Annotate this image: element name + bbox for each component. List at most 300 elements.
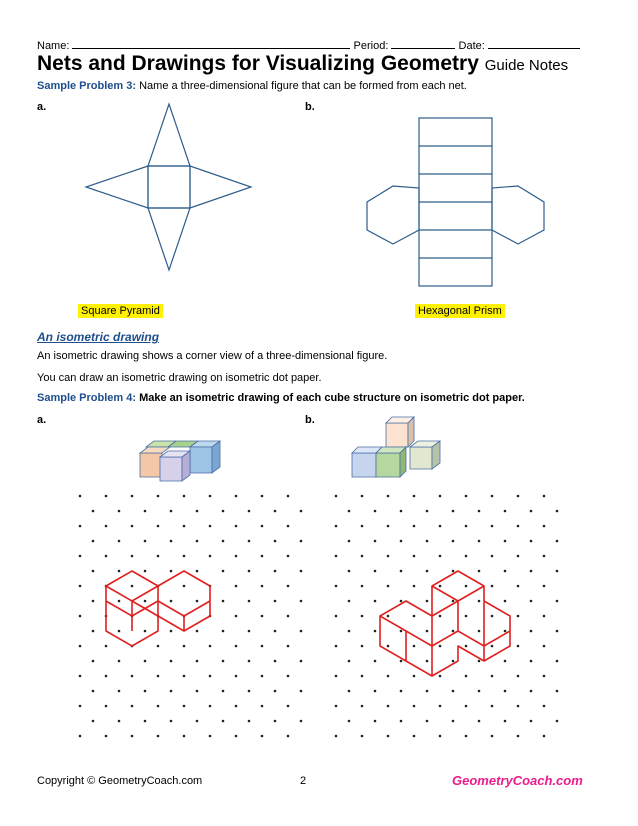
grid-dot (157, 525, 160, 528)
grid-dot (183, 585, 186, 588)
grid-dot (465, 735, 468, 738)
isometric-line1: An isometric drawing shows a corner view of a three-dimensional figure. (37, 350, 388, 362)
grid-dot (400, 540, 403, 543)
grid-dot (413, 555, 416, 558)
grid-dot (413, 525, 416, 528)
grid-dot (465, 675, 468, 678)
grid-dot (348, 660, 351, 663)
grid-dot (348, 600, 351, 603)
grid-dot (491, 585, 494, 588)
grid-dot (92, 600, 95, 603)
grid-dot (478, 510, 481, 513)
grid-dot (439, 495, 442, 498)
problem4-label: Sample Problem 4: (37, 392, 137, 404)
grid-dot (374, 630, 377, 633)
grid-dot (465, 585, 468, 588)
grid-dot (439, 525, 442, 528)
grid-dot (79, 705, 82, 708)
grid-dot (79, 675, 82, 678)
grid-dot (170, 660, 173, 663)
grid-dot (118, 660, 121, 663)
grid-dot (131, 585, 134, 588)
grid-dot (209, 735, 212, 738)
grid-dot (274, 690, 277, 693)
grid-dot (374, 660, 377, 663)
answer-b: Hexagonal Prism (415, 304, 505, 318)
cube-structure-b (348, 413, 448, 485)
grid-dot (209, 555, 212, 558)
grid-dot (400, 600, 403, 603)
grid-dot (131, 735, 134, 738)
grid-dot (335, 495, 338, 498)
grid-dot (465, 525, 468, 528)
grid-dot (374, 720, 377, 723)
net-triangle-left (86, 166, 148, 208)
grid-dot (504, 540, 507, 543)
grid-dot (413, 675, 416, 678)
grid-dot (105, 675, 108, 678)
grid-dot (92, 720, 95, 723)
grid-dot (235, 705, 238, 708)
grid-dot (196, 540, 199, 543)
grid-dot (387, 585, 390, 588)
grid-dot (517, 615, 520, 618)
grid-dot (439, 555, 442, 558)
grid-dot (157, 705, 160, 708)
grid-dot (79, 555, 82, 558)
page-title (37, 52, 568, 76)
grid-dot (196, 510, 199, 513)
grid-dot (222, 570, 225, 573)
grid-dot (426, 540, 429, 543)
grid-dot (118, 720, 121, 723)
grid-dot (452, 510, 455, 513)
grid-dot (105, 735, 108, 738)
grid-dot (374, 510, 377, 513)
grid-dot (335, 585, 338, 588)
grid-dot (387, 615, 390, 618)
grid-dot (157, 555, 160, 558)
grid-dot (144, 510, 147, 513)
grid-dot (196, 570, 199, 573)
problem3-prompt (37, 80, 467, 92)
grid-dot (118, 540, 121, 543)
grid-dot (261, 705, 264, 708)
grid-dot (465, 615, 468, 618)
grid-dot (274, 630, 277, 633)
grid-dot (491, 735, 494, 738)
grid-dot (335, 615, 338, 618)
grid-dot (92, 570, 95, 573)
grid-dot (517, 675, 520, 678)
grid-dot (170, 570, 173, 573)
grid-dot (556, 690, 559, 693)
grid-dot (387, 495, 390, 498)
grid-dot (543, 705, 546, 708)
grid-dot (92, 540, 95, 543)
date-blank[interactable] (488, 38, 580, 49)
grid-dot (170, 720, 173, 723)
grid-dot (543, 735, 546, 738)
grid-dot (222, 690, 225, 693)
grid-dot (491, 645, 494, 648)
grid-dot (478, 540, 481, 543)
grid-dot (478, 720, 481, 723)
grid-dot (183, 705, 186, 708)
grid-dot (517, 735, 520, 738)
grid-dot (504, 630, 507, 633)
grid-dot (261, 735, 264, 738)
grid-dot (300, 630, 303, 633)
grid-dot (105, 645, 108, 648)
grid-dot (530, 690, 533, 693)
grid-dot (504, 690, 507, 693)
grid-dot (478, 660, 481, 663)
grid-dot (439, 645, 442, 648)
grid-dot (452, 570, 455, 573)
grid-dot (300, 720, 303, 723)
grid-dot (274, 600, 277, 603)
grid-dot (400, 660, 403, 663)
grid-dot (504, 510, 507, 513)
grid-dot (543, 675, 546, 678)
grid-dot (131, 705, 134, 708)
grid-dot (413, 495, 416, 498)
grid-dot (530, 720, 533, 723)
grid-dot (348, 630, 351, 633)
grid-dot (261, 645, 264, 648)
grid-dot (400, 570, 403, 573)
grid-dot (157, 495, 160, 498)
grid-dot (491, 615, 494, 618)
grid-dot (105, 705, 108, 708)
grid-dot (400, 720, 403, 723)
grid-dot (209, 705, 212, 708)
grid-dot (79, 615, 82, 618)
isometric-heading: An isometric drawing (37, 330, 160, 344)
grid-dot (335, 555, 338, 558)
date-label: Date: (458, 40, 485, 52)
grid-dot (261, 555, 264, 558)
net-hexagon-left (367, 186, 419, 244)
grid-dot (235, 675, 238, 678)
grid-dot (374, 540, 377, 543)
grid-dot (556, 540, 559, 543)
grid-dot (426, 690, 429, 693)
grid-dot (144, 600, 147, 603)
grid-dot (222, 630, 225, 633)
grid-dot (222, 660, 225, 663)
grid-dot (543, 495, 546, 498)
grid-dot (209, 645, 212, 648)
grid-dot (452, 600, 455, 603)
grid-dot (504, 570, 507, 573)
grid-dot (248, 510, 251, 513)
grid-dot (556, 600, 559, 603)
grid-dot (287, 555, 290, 558)
student-header (37, 38, 580, 52)
grid-dot (348, 720, 351, 723)
grid-dot (465, 645, 468, 648)
grid-dot (556, 630, 559, 633)
grid-dot (387, 705, 390, 708)
grid-dot (387, 645, 390, 648)
grid-dot (361, 495, 364, 498)
grid-dot (170, 510, 173, 513)
grid-dot (196, 600, 199, 603)
grid-dot (530, 510, 533, 513)
grid-dot (439, 735, 442, 738)
grid-dot (478, 690, 481, 693)
grid-dot (118, 690, 121, 693)
grid-dot (556, 510, 559, 513)
grid-dot (374, 600, 377, 603)
grid-dot (491, 495, 494, 498)
grid-dot (209, 675, 212, 678)
grid-dot (287, 495, 290, 498)
grid-dot (92, 630, 95, 633)
grid-dot (105, 525, 108, 528)
grid-dot (144, 630, 147, 633)
grid-dot (452, 540, 455, 543)
grid-dot (261, 585, 264, 588)
grid-dot (400, 630, 403, 633)
grid-dot (439, 585, 442, 588)
grid-dot (79, 495, 82, 498)
grid-dot (118, 600, 121, 603)
grid-dot (361, 585, 364, 588)
grid-dot (387, 525, 390, 528)
grid-dot (387, 735, 390, 738)
period-blank[interactable] (391, 38, 455, 49)
grid-dot (183, 645, 186, 648)
grid-dot (348, 510, 351, 513)
problem3-text: Name a three-dimensional figure that can be formed from each net. (139, 80, 467, 92)
grid-dot (261, 615, 264, 618)
grid-dot (144, 660, 147, 663)
problem4-text: Make an isometric drawing of each cube structure on isometric dot paper. (139, 392, 525, 404)
grid-dot (235, 555, 238, 558)
grid-dot (196, 630, 199, 633)
net-triangle-bottom (148, 208, 190, 270)
grid-dot (491, 705, 494, 708)
grid-dot (157, 675, 160, 678)
grid-dot (79, 585, 82, 588)
dot-paper-a (72, 490, 312, 750)
grid-dot (478, 570, 481, 573)
grid-dot (452, 690, 455, 693)
grid-dot (543, 525, 546, 528)
grid-dot (478, 600, 481, 603)
grid-dot (131, 495, 134, 498)
grid-dot (361, 615, 364, 618)
grid-dot (287, 585, 290, 588)
grid-dot (361, 555, 364, 558)
grid-dot (335, 675, 338, 678)
grid-dot (222, 540, 225, 543)
name-label: Name: (37, 40, 70, 52)
grid-dot (517, 705, 520, 708)
grid-dot (335, 525, 338, 528)
grid-dot (543, 645, 546, 648)
grid-dot (426, 570, 429, 573)
cube-structure-a (138, 437, 228, 487)
grid-dot (183, 735, 186, 738)
grid-dot (222, 600, 225, 603)
grid-dot (300, 540, 303, 543)
grid-dot (452, 720, 455, 723)
isometric-line2: You can draw an isometric drawing on isometric dot paper. (37, 372, 322, 384)
grid-dot (118, 510, 121, 513)
grid-dot (144, 720, 147, 723)
period-label: Period: (353, 40, 389, 52)
grid-dot (261, 675, 264, 678)
grid-dot (348, 690, 351, 693)
grid-dot (274, 660, 277, 663)
grid-dot (335, 735, 338, 738)
brand-logo-text: GeometryCoach.com (452, 773, 583, 788)
grid-dot (248, 540, 251, 543)
page-number: 2 (300, 775, 307, 787)
grid-dot (426, 600, 429, 603)
grid-dot (387, 675, 390, 678)
grid-dot (439, 675, 442, 678)
grid-dot (196, 690, 199, 693)
grid-dot (543, 555, 546, 558)
grid-dot (387, 555, 390, 558)
grid-dot (209, 525, 212, 528)
grid-dot (157, 645, 160, 648)
grid-dot (144, 570, 147, 573)
grid-dot (517, 525, 520, 528)
grid-dot (543, 585, 546, 588)
grid-dot (452, 660, 455, 663)
grid-dot (556, 570, 559, 573)
net-triangle-top (148, 104, 190, 166)
grid-dot (465, 705, 468, 708)
grid-dot (118, 570, 121, 573)
grid-dot (209, 495, 212, 498)
grid-dot (248, 660, 251, 663)
grid-dot (361, 525, 364, 528)
grid-dot (504, 600, 507, 603)
grid-dot (248, 600, 251, 603)
grid-dot (374, 690, 377, 693)
grid-dot (144, 540, 147, 543)
grid-dot (300, 690, 303, 693)
grid-dot (235, 645, 238, 648)
grid-dot (400, 510, 403, 513)
grid-dot (274, 540, 277, 543)
grid-dot (287, 735, 290, 738)
net-triangle-right (190, 166, 251, 208)
grid-dot (556, 720, 559, 723)
grid-dot (248, 570, 251, 573)
grid-dot (144, 690, 147, 693)
grid-dot (439, 615, 442, 618)
grid-dot (183, 525, 186, 528)
grid-dot (248, 630, 251, 633)
grid-dot (426, 630, 429, 633)
grid-dot (300, 570, 303, 573)
grid-dot (287, 675, 290, 678)
grid-dot (79, 735, 82, 738)
grid-dot (235, 735, 238, 738)
grid-dot (248, 690, 251, 693)
net-square-base (148, 166, 190, 208)
page-title-main: Nets and Drawings for Visualizing Geometry (37, 52, 479, 75)
page-title-sub: Guide Notes (484, 57, 569, 74)
grid-dot (517, 585, 520, 588)
grid-dot (170, 630, 173, 633)
grid-dot (300, 600, 303, 603)
grid-dot (361, 645, 364, 648)
grid-dot (300, 510, 303, 513)
grid-dot (235, 615, 238, 618)
grid-dot (79, 645, 82, 648)
grid-dot (530, 660, 533, 663)
problem3-a-label: a. (37, 101, 47, 113)
grid-dot (261, 525, 264, 528)
grid-dot (465, 495, 468, 498)
answer-a-highlight (78, 301, 163, 319)
name-blank[interactable] (72, 38, 350, 49)
grid-dot (105, 555, 108, 558)
grid-dot (131, 525, 134, 528)
grid-dot (413, 585, 416, 588)
grid-dot (348, 540, 351, 543)
grid-dot (287, 615, 290, 618)
grid-dot (439, 705, 442, 708)
grid-dot (157, 735, 160, 738)
grid-dot (79, 525, 82, 528)
hexagonal-prism-net (366, 116, 546, 288)
grid-dot (491, 675, 494, 678)
grid-dot (261, 495, 264, 498)
problem3-b-label: b. (305, 101, 315, 113)
grid-dot (413, 645, 416, 648)
grid-dot (517, 495, 520, 498)
grid-dot (335, 705, 338, 708)
grid-dot (235, 525, 238, 528)
grid-dot (348, 570, 351, 573)
problem4-b-label: b. (305, 414, 315, 426)
dot-paper-b (328, 490, 568, 750)
grid-dot (426, 720, 429, 723)
net-hexagon-right (492, 186, 544, 244)
isometric-drawing-b (380, 571, 510, 676)
grid-dot (105, 495, 108, 498)
grid-dot (274, 570, 277, 573)
grid-dot (222, 510, 225, 513)
grid-dot (170, 690, 173, 693)
grid-dot (118, 630, 121, 633)
grid-dot (517, 555, 520, 558)
grid-dot (92, 660, 95, 663)
grid-dot (300, 660, 303, 663)
grid-dot (196, 720, 199, 723)
grid-dot (183, 675, 186, 678)
grid-dot (504, 660, 507, 663)
grid-dot (361, 735, 364, 738)
grid-dot (222, 720, 225, 723)
grid-dot (274, 510, 277, 513)
grid-dot (517, 645, 520, 648)
grid-dot (504, 720, 507, 723)
square-pyramid-net (86, 104, 286, 274)
grid-dot (491, 555, 494, 558)
grid-dot (170, 600, 173, 603)
